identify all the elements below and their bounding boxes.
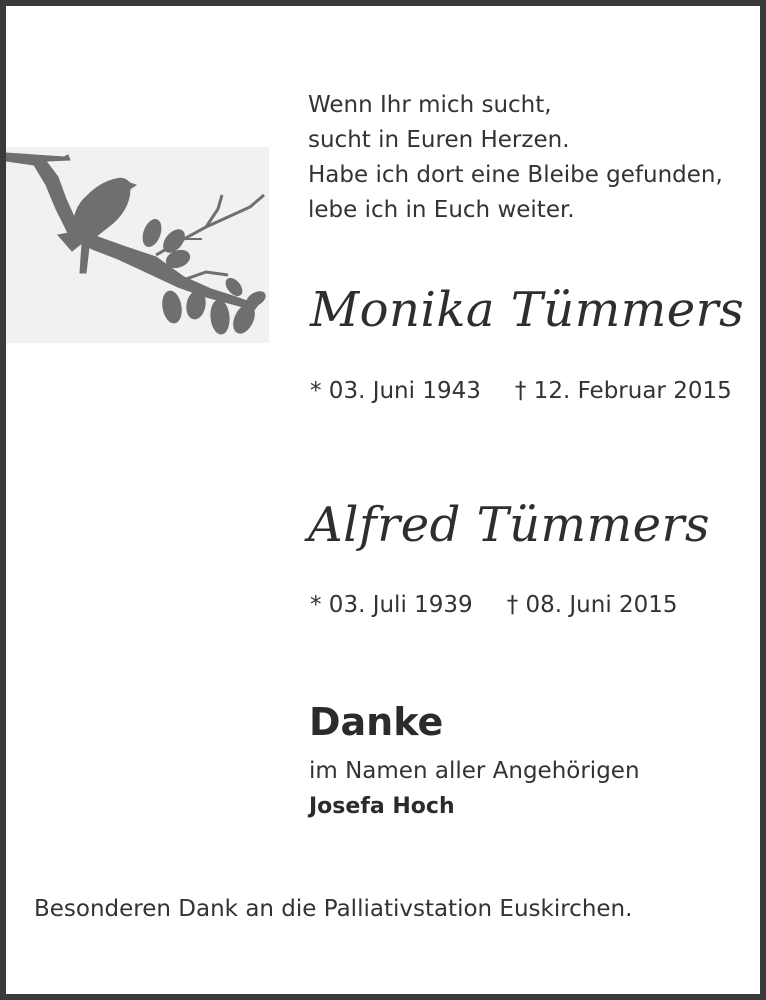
death-date: † 08. Juni 2015 [506,592,678,618]
special-thanks: Besonderen Dank an die Palliativstation Euskirchen. [34,896,633,922]
deceased-name-monika: Monika Tümmers [310,282,745,338]
birth-date: * 03. Juli 1939 [310,592,473,618]
bird-illustration [6,147,269,343]
deceased-name-alfred: Alfred Tümmers [308,497,711,553]
poem-line: Habe ich dort eine Bleibe gefunden, [308,162,723,188]
death-date: † 12. Februar 2015 [514,378,732,404]
thanks-heading: Danke [309,700,444,744]
poem-line: lebe ich in Euch weiter. [308,197,575,223]
poem [308,88,723,228]
life-dates-alfred [310,592,678,618]
poem-line: sucht in Euren Herzen. [308,127,570,153]
poem-line: Wenn Ihr mich sucht, [308,92,552,118]
signer-name: Josefa Hoch [309,794,455,819]
birth-date: * 03. Juni 1943 [310,378,481,404]
on-behalf-text: im Namen aller Angehörigen [309,758,640,784]
life-dates-monika [310,378,732,404]
bird-on-branch-icon [6,147,269,343]
